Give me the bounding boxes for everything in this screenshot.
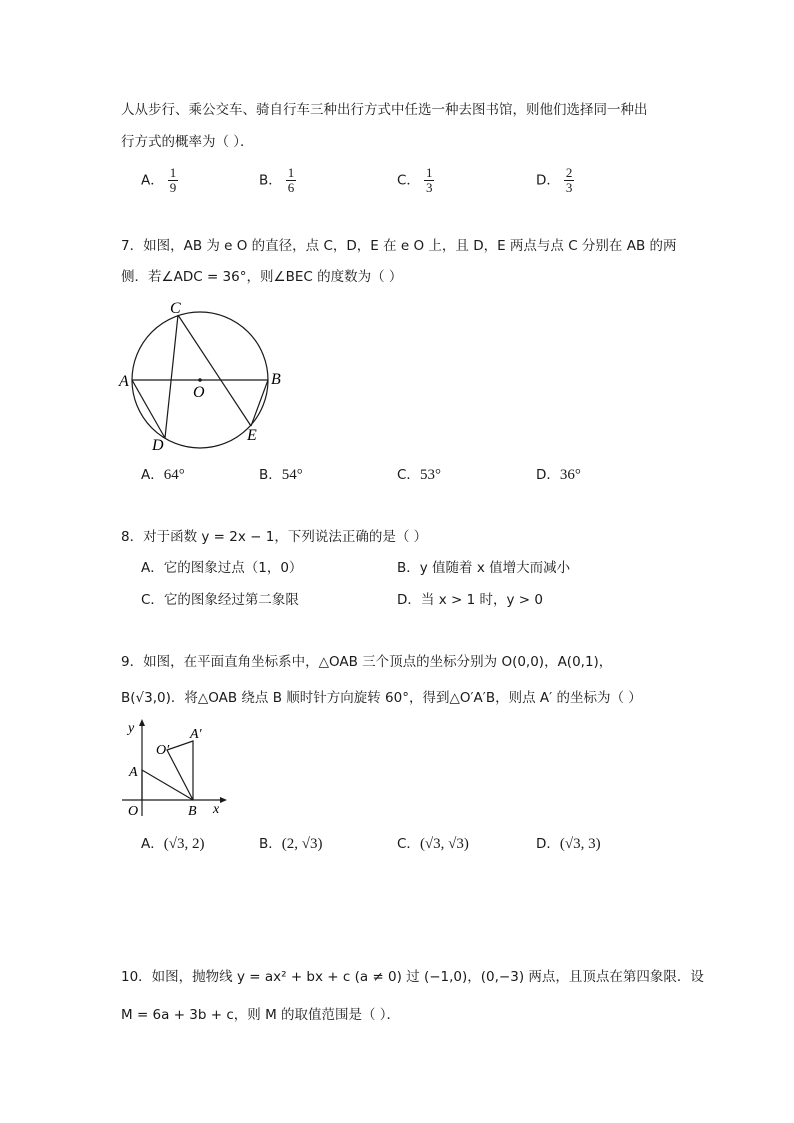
label-x: x: [213, 802, 220, 817]
q7-text-line2: 侧．若∠ADC = 36°，则∠BEC 的度数为（ ）: [121, 269, 403, 285]
label-o: O: [128, 804, 139, 819]
label-y: y: [128, 721, 135, 736]
option-text: y 值随着 x 值增大而减小: [419, 560, 571, 576]
y-axis-arrow: [139, 719, 145, 726]
q9-text-line2: B(√3,0)．将△OAB 绕点 B 顺时针方向旋转 60°，得到△O′A′B，则点 A′ 的坐标为（ ）: [121, 690, 642, 706]
label-e: E: [247, 427, 257, 444]
q7-option-d[interactable]: [536, 465, 581, 485]
fraction: $\frac{1}{9}$: [169, 165, 177, 195]
q8-option-b[interactable]: [397, 558, 570, 578]
chord-ad: [132, 380, 165, 438]
option-label: D．: [536, 172, 560, 189]
q9-option-c[interactable]: [397, 834, 469, 854]
fraction: $\frac{2}{3}$: [565, 165, 573, 195]
q9-option-d[interactable]: [536, 834, 601, 854]
q6-text-line2: 行方式的概率为（ ）．: [121, 134, 254, 150]
option-label: A．: [141, 172, 164, 189]
option-value: 64°: [163, 467, 185, 483]
chord-ce: [178, 315, 251, 426]
q6-option-d[interactable]: [536, 166, 574, 195]
option-value: (√3, 2): [163, 836, 205, 852]
option-text: 它的图象经过第二象限: [163, 592, 299, 608]
q10-text-line1: 10．如图，抛物线 y = ax² + bx + c (a ≠ 0) 过 (−1,0)，(0,−3) 两点，且顶点在第四象限．设: [121, 969, 704, 985]
option-value: 53°: [419, 467, 441, 483]
option-label: B．: [259, 467, 282, 483]
q9-coordinate-figure: [116, 716, 231, 820]
q10-text-line2: M = 6a + 3b + c，则 M 的取值范围是（ ）．: [121, 1007, 401, 1023]
option-label: B．: [259, 172, 282, 189]
q7-option-b[interactable]: [259, 465, 303, 485]
label-o-prime: O′: [156, 743, 170, 758]
x-axis-arrow: [220, 797, 227, 803]
triangle-o1a1b: [167, 741, 193, 800]
label-b: B: [188, 804, 197, 819]
option-label: A．: [141, 467, 164, 483]
q8-option-a[interactable]: [141, 558, 302, 578]
option-label: C．: [397, 467, 420, 483]
option-value: (√3, √3): [419, 836, 469, 852]
option-label: A．: [141, 836, 164, 852]
chord-cd: [165, 315, 178, 438]
q6-text-line1: 人从步行、乘公交车、骑自行车三种出行方式中任选一种去图书馆，则他们选择同一种出: [121, 102, 648, 118]
q7-option-a[interactable]: [141, 465, 185, 485]
q6-option-a[interactable]: [141, 166, 178, 195]
option-value: 36°: [559, 467, 581, 483]
fraction: $\frac{1}{6}$: [287, 165, 295, 195]
label-d: D: [152, 437, 164, 454]
option-label: D．: [536, 467, 560, 483]
fraction: $\frac{1}{3}$: [425, 165, 433, 195]
q8-text-line1: 8．对于函数 y = 2x − 1，下列说法正确的是（ ）: [121, 529, 428, 545]
option-label: B．: [259, 836, 282, 852]
q8-option-d[interactable]: [397, 590, 543, 610]
q7-circle-figure: [116, 298, 291, 456]
option-value: (√3, 3): [559, 836, 601, 852]
center-point: [198, 378, 202, 382]
q9-option-b[interactable]: [259, 834, 323, 854]
option-label: D．: [536, 836, 560, 852]
option-label: B．: [397, 560, 420, 576]
label-b: B: [271, 371, 281, 388]
q9-text-line1: 9．如图，在平面直角坐标系中，△OAB 三个顶点的坐标分别为 O(0,0)，A(0,1)，: [121, 654, 613, 670]
chord-be: [251, 380, 268, 426]
q7-text-line1: 7．如图，AB 为 e O 的直径，点 C，D，E 在 e O 上，且 D，E 两点与点 C 分别在 AB 的两: [121, 238, 677, 254]
label-a: A: [119, 373, 129, 390]
option-label: D．: [397, 592, 421, 608]
option-value: (2, √3): [281, 836, 323, 852]
label-a: A: [129, 765, 138, 780]
option-label: C．: [397, 172, 420, 189]
option-label: C．: [397, 836, 420, 852]
q6-option-c[interactable]: [397, 166, 434, 195]
option-label: C．: [141, 592, 164, 608]
q9-option-a[interactable]: [141, 834, 204, 854]
option-text: 当 x > 1 时，y > 0: [420, 592, 543, 608]
option-value: 54°: [281, 467, 303, 483]
label-o: O: [193, 384, 205, 401]
q6-option-b[interactable]: [259, 166, 296, 195]
label-a-prime: A′: [190, 727, 202, 742]
option-text: 它的图象过点（1，0）: [163, 560, 303, 576]
q8-option-c[interactable]: [141, 590, 299, 610]
label-c: C: [170, 300, 181, 317]
q7-option-c[interactable]: [397, 465, 441, 485]
option-label: A．: [141, 560, 164, 576]
